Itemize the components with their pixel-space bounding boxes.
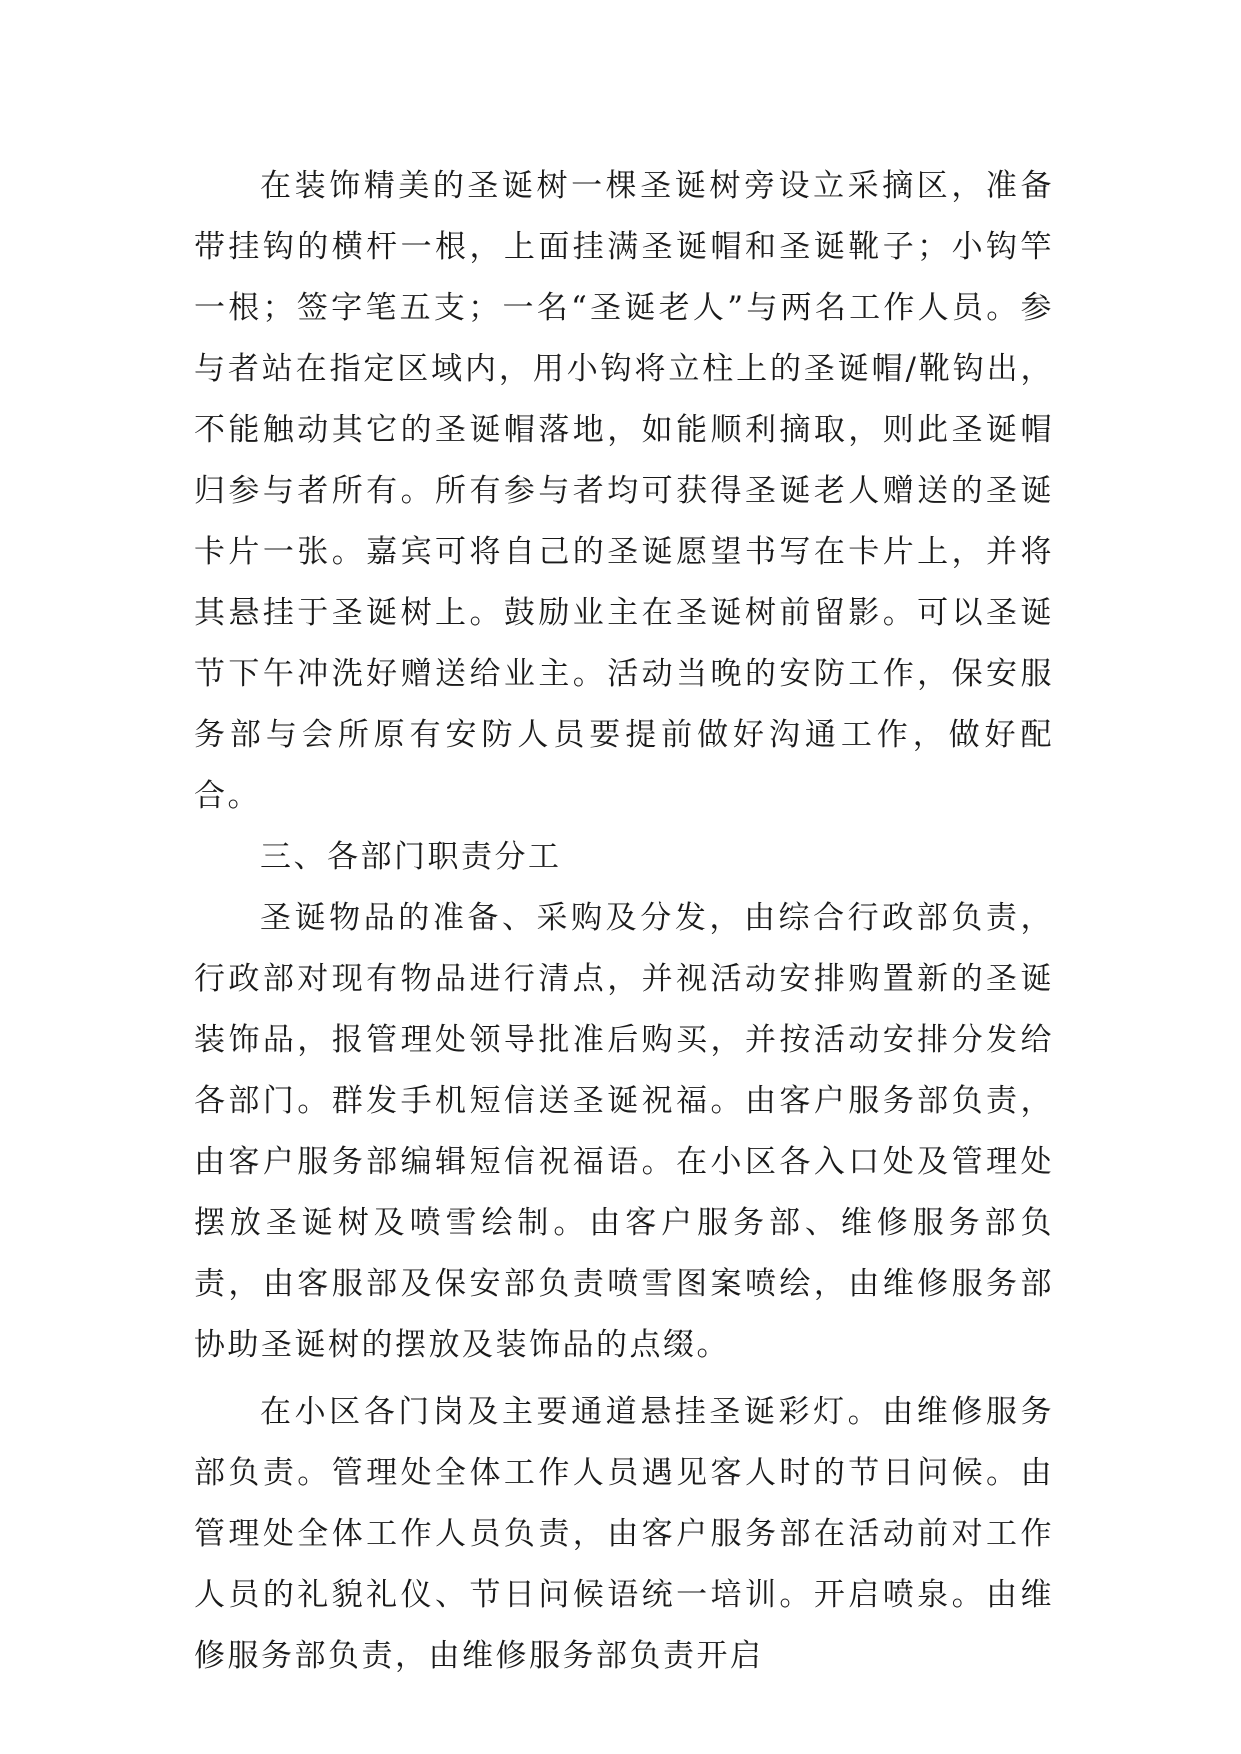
section-heading-department-duties: 三、各部门职责分工 — [260, 839, 562, 875]
paragraph-lights-and-greetings: 在小区各门岗及主要通道悬挂圣诞彩灯。由维修服务部负责。管理处全体工作人员遇见客人时的节日问候。由管理处全体工作人员负责，由客户服务部在活动前对工作人员的礼貌礼仪、节日问候语统一培训。开启喷泉。由维修服务部负责，由维修服务部负责开启 — [194, 1394, 1054, 1674]
paragraph-department-duties: 圣诞物品的准备、采购及分发，由综合行政部负责，行政部对现有物品进行清点，并视活动安排购置新的圣诞装饰品，报管理处领导批准后购买，并按活动安排分发给各部门。群发手机短信送圣诞祝福。由客户服务部负责，由客户服务部编辑短信祝福语。在小区各入口处及管理处摆放圣诞树及喷雪绘制。由客户服务部、维修服务部负责，由客服部及保安部负责喷雪图案喷绘，由维修服务部协助圣诞树的摆放及装饰品的点缀。 — [194, 900, 1054, 1363]
paragraph-picking-area: 在装饰精美的圣诞树一棵圣诞树旁设立采摘区，准备带挂钩的横杆一根，上面挂满圣诞帽和圣诞靴子；小钩竿一根；签字笔五支；一名“圣诞老人”与两名工作人员。参与者站在指定区域内，用小钩将立柱上的圣诞帽/靴钩出，不能触动其它的圣诞帽落地，如能顺利摘取，则此圣诞帽归参与者所有。所有参与者均可获得圣诞老人赠送的圣诞卡片一张。嘉宾可将自己的圣诞愿望书写在卡片上，并将其悬挂于圣诞树上。鼓励业主在圣诞树前留影。可以圣诞节下午冲洗好赠送给业主。活动当晚的安防工作，保安服务部与会所原有安防人员要提前做好沟通工作，做好配合。 — [194, 168, 1054, 814]
document-body — [194, 156, 1054, 1687]
